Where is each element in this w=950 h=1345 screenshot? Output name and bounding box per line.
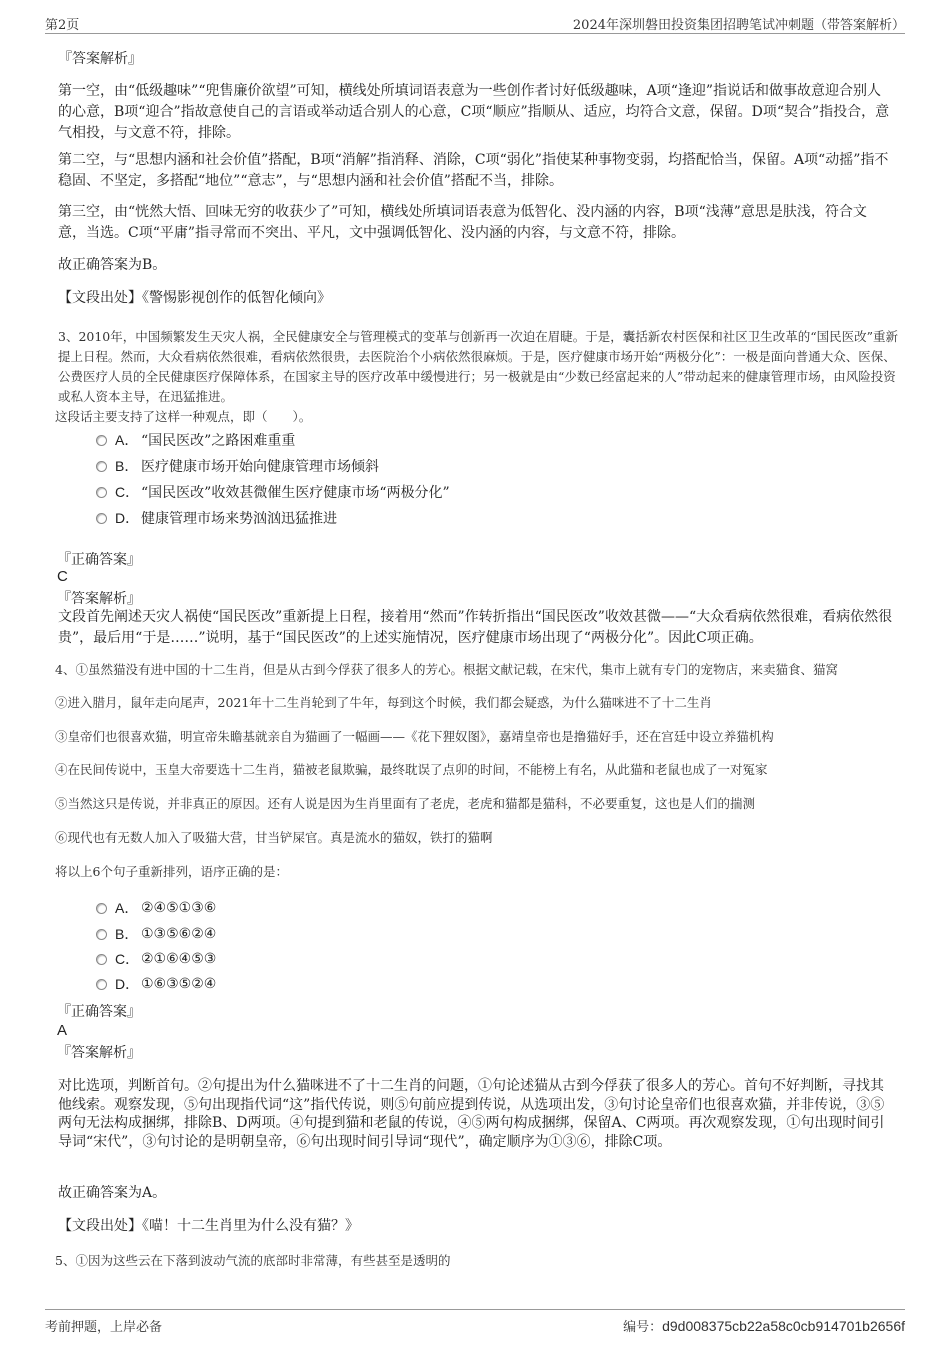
option-letter: C． (115, 484, 140, 500)
footer-divider (45, 1309, 905, 1310)
q3-question: 这段话主要支持了这样一种观点，即（ ）。 (55, 409, 312, 424)
radio-icon[interactable] (96, 513, 107, 524)
option-text: “国民医改”收效甚微催生医疗健康市场“两极分化” (141, 485, 450, 501)
footer-slogan: 考前押题，上岸必备 (45, 1320, 163, 1335)
option-text: 健康管理市场来势汹汹迅猛推进 (141, 511, 337, 527)
option-letter: D． (115, 510, 140, 526)
q4-option-d[interactable] (96, 974, 216, 994)
q3-analysis-label: 『答案解析』 (57, 591, 141, 607)
option-text: ②④⑤①③⑥ (141, 900, 217, 916)
option-text: ①③⑤⑥②④ (141, 926, 217, 942)
option-letter: A． (115, 432, 139, 448)
radio-icon[interactable] (96, 903, 107, 914)
q3-stem: 3、2010年，中国频繁发生天灾人祸，全民健康安全与管理模式的变革与创新再一次迫在眉睫。于是，囊括新农村医保和社区卫生改革的“国民医改”重新提上日程。然而，大众看病依然很难，看病依然很贵，去医院治个小病依然很麻烦。于是，医疗健康市场开始“两极分化”：一极是面向普通大众、医保、公费医疗人员的全民健康医疗保障体系，在国家主导的医疗改革中缓慢进行；另一极就是由“少数已经富起来的人”带动起来的健康管理市场，由风险投资或私人资本主导，在迅猛推进。 (58, 329, 899, 404)
option-letter: B． (115, 926, 139, 942)
option-letter: B． (115, 458, 139, 474)
q3-correct-label: 『正确答案』 (57, 552, 141, 568)
q4-conclusion: 故正确答案为A。 (58, 1185, 167, 1201)
q4-sentence-1: 4、①虽然猫没有进中国的十二生肖，但是从古到今俘获了很多人的芳心。根据文献记载，在宋代，集市上就有专门的宠物店，来卖猫食、猫窝 (55, 662, 838, 677)
q4-sentence-5: ⑤当然这只是传说，并非真正的原因。还有人说是因为生肖里面有了老虎，老虎和猫都是猫科，不必要重复，这也是人们的揣测 (55, 796, 756, 811)
q2-analysis-paragraph-1: 第一空，由“低级趣味”“兜售廉价欲望”可知，横线处所填词语表意为一些创作者讨好低级趣味，A项“逢迎”指说话和做事故意迎合别人的心意，B项“迎合”指故意使自己的言语或举动适合别人的心意，C项“顺应”指顺从、适应，均符合文意，保留。D项“契合”指投合，意气相投，与文意不符，排除。 (58, 83, 890, 141)
option-text: ②①⑥④⑤③ (141, 951, 217, 967)
q4-option-b[interactable] (96, 924, 216, 944)
q3-option-b[interactable] (96, 456, 379, 476)
q3-correct-answer: C (57, 568, 68, 585)
document-id-value: d9d008375cb22a58c0cb914701b2656f (662, 1318, 905, 1334)
option-letter: A． (115, 900, 139, 916)
radio-icon[interactable] (96, 435, 107, 446)
q4-question: 将以上6个句子重新排列，语序正确的是： (55, 864, 288, 879)
option-text: ①⑥③⑤②④ (141, 976, 217, 992)
q4-analysis: 对比选项，判断首句。②句提出为什么猫咪进不了十二生肖的问题，①句论述猫从古到今俘获了很多人的芳心。首句不好判断，寻找其他线索。观察发现，⑤句出现指代词“这”指代传说，则⑤句前应提到传说，从选项出发，③句讨论皇帝们也很喜欢猫，并非传说，③⑤两句无法构成捆绑，排除B、D两项。④句提到猫和老鼠的传说，④⑤两句构成捆绑，保留A、C两项。再次观察发现，①句出现时间引导词“宋代”，③句讨论的是明朝皇帝，⑥句出现时间引导词“现代”，确定顺序为①③⑥，排除C项。 (58, 1078, 885, 1150)
q4-sentence-4: ④在民间传说中，玉皇大帝要选十二生肖，猫被老鼠欺骗，最终耽误了点卯的时间，不能榜上有名，从此猫和老鼠也成了一对冤家 (55, 762, 768, 777)
document-id (623, 1316, 905, 1335)
q3-option-d[interactable] (96, 508, 337, 528)
q4-sentence-2: ②进入腊月，鼠年走向尾声，2021年十二生肖轮到了牛年，每到这个时候，我们都会疑惑，为什么猫咪进不了十二生肖 (55, 695, 712, 710)
q4-sentence-6: ⑥现代也有无数人加入了吸猫大营，甘当铲屎官。真是流水的猫奴，铁打的猫啊 (55, 830, 493, 845)
q4-option-c[interactable] (96, 949, 216, 969)
q2-analysis-label: 『答案解析』 (58, 51, 142, 67)
document-title: 2024年深圳磐田投资集团招聘笔试冲刺题（带答案解析） (572, 18, 905, 33)
document-id-label: 编号： (623, 1320, 663, 1335)
q4-correct-answer: A (57, 1022, 68, 1039)
q2-conclusion: 故正确答案为B。 (58, 257, 167, 273)
q4-option-a[interactable] (96, 898, 216, 918)
q5-stem: 5、①因为这些云在下落到波动气流的底部时非常薄，有些甚至是透明的 (55, 1253, 451, 1268)
option-text: 医疗健康市场开始向健康管理市场倾斜 (141, 459, 379, 475)
header-divider (45, 33, 905, 34)
q4-correct-label: 『正确答案』 (57, 1004, 141, 1020)
q3-analysis: 文段首先阐述天灾人祸使“国民医改”重新提上日程，接着用“然而”作转折指出“国民医改”收效甚微——“大众看病依然很难，看病依然很贵”，最后用“于是……”说明，基于“国民医改”的上述实施情况，医疗健康市场出现了“两极分化”。因此C项正确。 (58, 609, 893, 646)
q2-source: 【文段出处】《警惕影视创作的低智化倾向》 (58, 290, 331, 306)
option-text: “国民医改”之路困难重重 (141, 433, 296, 449)
q3-option-c[interactable] (96, 482, 450, 502)
q4-source: 【文段出处】《喵！十二生肖里为什么没有猫？》 (58, 1218, 359, 1234)
page-number: 第2页 (45, 18, 80, 33)
q3-option-a[interactable] (96, 430, 295, 450)
q2-analysis-paragraph-2: 第二空，与“思想内涵和社会价值”搭配，B项“消解”指消释、消除，C项“弱化”指使某种事物变弱，均搭配恰当，保留。A项“动摇”指不稳固、不坚定，多搭配“地位”“意志”，与“思想内涵和社会价值”搭配不当，排除。 (58, 152, 889, 189)
radio-icon[interactable] (96, 487, 107, 498)
option-letter: C． (115, 951, 140, 967)
q4-analysis-label: 『答案解析』 (57, 1045, 141, 1061)
q4-sentence-3: ③皇帝们也很喜欢猫，明宣帝朱瞻基就亲自为猫画了一幅画——《花下狸奴图》，嘉靖皇帝也是撸猫好手，还在宫廷中设立养猫机构 (55, 729, 774, 744)
radio-icon[interactable] (96, 929, 107, 940)
radio-icon[interactable] (96, 954, 107, 965)
radio-icon[interactable] (96, 979, 107, 990)
option-letter: D． (115, 976, 140, 992)
radio-icon[interactable] (96, 461, 107, 472)
q2-analysis-paragraph-3: 第三空，由“恍然大悟、回味无穷的收获少了”可知，横线处所填词语表意为低智化、没内涵的内容，B项“浅薄”意思是肤浅，符合文意，当选。C项“平庸”指寻常而不突出、平凡，文中强调低智化、没内涵的内容，与文意不符，排除。 (58, 204, 867, 241)
